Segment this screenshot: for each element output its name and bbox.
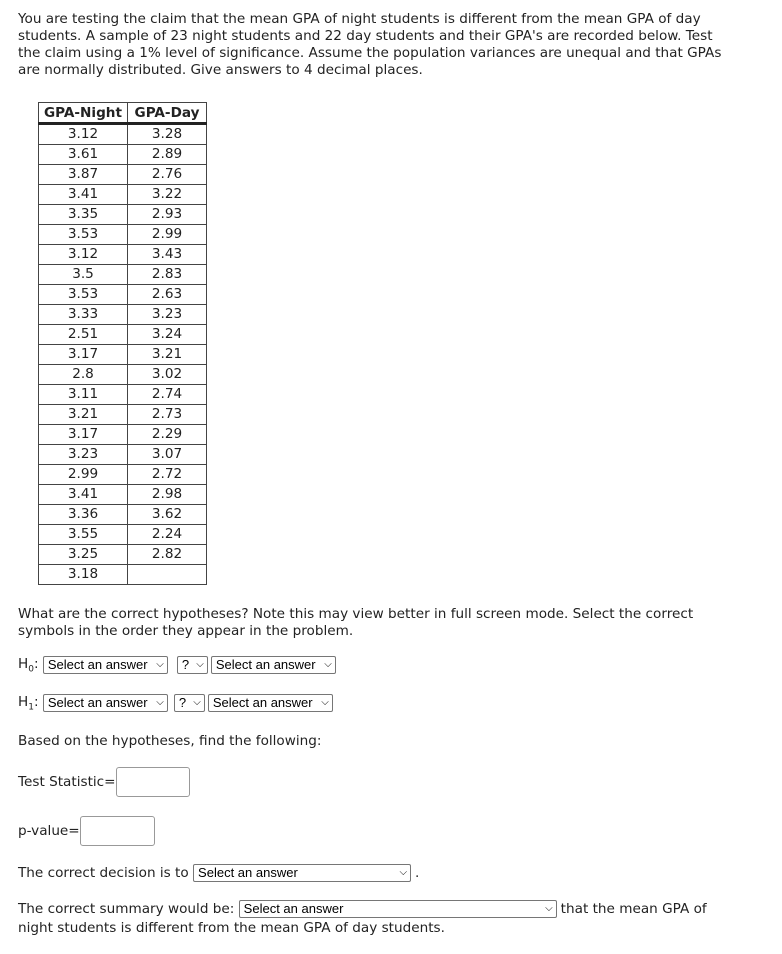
gpa-day-cell: 3.02 bbox=[128, 365, 207, 385]
table-row bbox=[39, 165, 207, 185]
table-row bbox=[39, 425, 207, 445]
gpa-night-cell: 3.12 bbox=[39, 245, 128, 265]
gpa-night-cell: 3.12 bbox=[39, 124, 128, 145]
table-row bbox=[39, 365, 207, 385]
decision-row bbox=[18, 863, 419, 883]
table-row bbox=[39, 385, 207, 405]
gpa-day-cell: 2.93 bbox=[128, 205, 207, 225]
gpa-day-cell: 2.29 bbox=[128, 425, 207, 445]
gpa-night-cell: 3.18 bbox=[39, 565, 128, 585]
column-header-gpa-day: GPA-Day bbox=[128, 103, 207, 124]
gpa-day-cell: 3.07 bbox=[128, 445, 207, 465]
gpa-day-cell: 3.43 bbox=[128, 245, 207, 265]
null-hypothesis-row bbox=[18, 655, 336, 675]
table-row bbox=[39, 265, 207, 285]
hypotheses-question: What are the correct hypotheses? Note this may view better in full screen mode. Select the correct symbols in the order they appear in the problem. bbox=[18, 606, 694, 639]
h0-parameter-select[interactable]: Select an answer ⌵ bbox=[43, 656, 168, 674]
table-row bbox=[39, 485, 207, 505]
alternative-hypothesis-row bbox=[18, 693, 333, 713]
h1-label: $H_1$: bbox=[18, 693, 43, 713]
gpa-night-cell: 3.35 bbox=[39, 205, 128, 225]
h1-operator-select[interactable]: ? ⌵ bbox=[174, 694, 205, 712]
table-row bbox=[39, 465, 207, 485]
column-header-gpa-night: GPA-Night bbox=[39, 103, 128, 124]
summary-suffix-line2: night students is different from the mean GPA of day students. bbox=[18, 920, 445, 936]
gpa-night-cell: 3.21 bbox=[39, 405, 128, 425]
gpa-night-cell: 3.36 bbox=[39, 505, 128, 525]
gpa-day-cell: 3.28 bbox=[128, 124, 207, 145]
gpa-day-cell: 3.21 bbox=[128, 345, 207, 365]
h0-second-parameter-select[interactable]: Select an answer ⌵ bbox=[211, 656, 336, 674]
test-statistic-label: Test Statistic= bbox=[18, 774, 116, 790]
chevron-down-icon: ⌵ bbox=[196, 659, 204, 670]
table-row bbox=[39, 205, 207, 225]
gpa-night-cell: 2.51 bbox=[39, 325, 128, 345]
table-row bbox=[39, 405, 207, 425]
gpa-day-cell: 2.82 bbox=[128, 545, 207, 565]
gpa-day-cell: 3.23 bbox=[128, 305, 207, 325]
chevron-down-icon: ⌵ bbox=[193, 697, 201, 708]
problem-statement: You are testing the claim that the mean GPA of night students is different from the mean GPA of day students. A sample of 23 night students and 22 day students and their GPA's are recorded below. Test the claim using a 1% level of significance. Assume the population variances are unequal and that GPAs are normally distributed. Give answers to 4 decimal places. bbox=[18, 11, 722, 78]
summary-select[interactable]: Select an answer ⌵ bbox=[239, 900, 557, 918]
gpa-day-cell: 3.62 bbox=[128, 505, 207, 525]
table-row bbox=[39, 325, 207, 345]
table-row bbox=[39, 505, 207, 525]
h0-label: $H_0$: bbox=[18, 655, 43, 675]
gpa-night-cell: 2.8 bbox=[39, 365, 128, 385]
table-row bbox=[39, 345, 207, 365]
gpa-day-cell: 3.22 bbox=[128, 185, 207, 205]
gpa-day-cell: 3.24 bbox=[128, 325, 207, 345]
gpa-night-cell: 2.99 bbox=[39, 465, 128, 485]
gpa-night-cell: 3.61 bbox=[39, 145, 128, 165]
gpa-day-cell: 2.73 bbox=[128, 405, 207, 425]
gpa-night-cell: 3.17 bbox=[39, 425, 128, 445]
summary-row bbox=[18, 899, 707, 919]
p-value-label: p-value= bbox=[18, 823, 80, 839]
decision-select[interactable]: Select an answer ⌵ bbox=[193, 864, 411, 882]
table-row bbox=[39, 124, 207, 145]
decision-suffix: . bbox=[415, 865, 420, 881]
gpa-day-cell: 2.98 bbox=[128, 485, 207, 505]
gpa-night-cell: 3.41 bbox=[39, 185, 128, 205]
gpa-night-cell: 3.55 bbox=[39, 525, 128, 545]
gpa-night-cell: 3.41 bbox=[39, 485, 128, 505]
gpa-day-cell: 2.89 bbox=[128, 145, 207, 165]
gpa-day-cell bbox=[128, 565, 207, 585]
gpa-night-cell: 3.11 bbox=[39, 385, 128, 405]
gpa-day-cell: 2.83 bbox=[128, 265, 207, 285]
summary-prefix: The correct summary would be: bbox=[18, 901, 235, 917]
table-row bbox=[39, 245, 207, 265]
gpa-night-cell: 3.53 bbox=[39, 225, 128, 245]
table-row bbox=[39, 285, 207, 305]
chevron-down-icon: ⌵ bbox=[399, 867, 408, 878]
chevron-down-icon: ⌵ bbox=[324, 659, 332, 670]
table-row bbox=[39, 185, 207, 205]
based-on-hypotheses-text: Based on the hypotheses, find the following: bbox=[18, 733, 322, 749]
chevron-down-icon: ⌵ bbox=[156, 697, 164, 708]
h1-parameter-select[interactable]: Select an answer ⌵ bbox=[43, 694, 168, 712]
table-row bbox=[39, 445, 207, 465]
table-row bbox=[39, 225, 207, 245]
gpa-night-cell: 3.33 bbox=[39, 305, 128, 325]
gpa-day-cell: 2.99 bbox=[128, 225, 207, 245]
test-statistic-row bbox=[18, 767, 190, 797]
p-value-row bbox=[18, 816, 155, 846]
gpa-day-cell: 2.74 bbox=[128, 385, 207, 405]
gpa-data-table bbox=[38, 102, 207, 585]
gpa-night-cell: 3.5 bbox=[39, 265, 128, 285]
decision-prefix: The correct decision is to bbox=[18, 865, 189, 881]
table-row bbox=[39, 545, 207, 565]
chevron-down-icon: ⌵ bbox=[545, 903, 553, 914]
table-row bbox=[39, 305, 207, 325]
gpa-day-cell: 2.63 bbox=[128, 285, 207, 305]
test-statistic-input[interactable] bbox=[116, 767, 190, 797]
gpa-night-cell: 3.87 bbox=[39, 165, 128, 185]
gpa-day-cell: 2.24 bbox=[128, 525, 207, 545]
gpa-day-cell: 2.76 bbox=[128, 165, 207, 185]
table-row bbox=[39, 145, 207, 165]
gpa-night-cell: 3.23 bbox=[39, 445, 128, 465]
summary-suffix-line1: that the mean GPA of bbox=[560, 901, 707, 917]
h0-operator-select[interactable]: ? ⌵ bbox=[177, 656, 208, 674]
table-row bbox=[39, 525, 207, 545]
h1-second-parameter-select[interactable]: Select an answer ⌵ bbox=[208, 694, 333, 712]
gpa-night-cell: 3.53 bbox=[39, 285, 128, 305]
table-row bbox=[39, 565, 207, 585]
chevron-down-icon: ⌵ bbox=[156, 659, 164, 670]
gpa-night-cell: 3.17 bbox=[39, 345, 128, 365]
gpa-night-cell: 3.25 bbox=[39, 545, 128, 565]
chevron-down-icon: ⌵ bbox=[321, 697, 329, 708]
gpa-day-cell: 2.72 bbox=[128, 465, 207, 485]
p-value-input[interactable] bbox=[80, 816, 155, 846]
